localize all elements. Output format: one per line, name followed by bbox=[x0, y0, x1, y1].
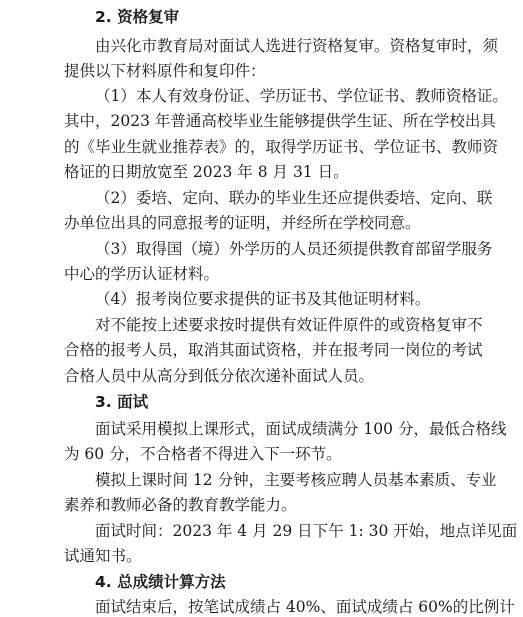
paragraph-line: 合格的报考人员，取消其面试资格，并在报考同一岗位的考试 bbox=[64, 341, 483, 359]
list-item-line: （4）报考岗位要求提供的证书及其他证明材料。 bbox=[95, 290, 431, 308]
list-item-line: （1）本人有效身份证、学历证书、学位证书、教师资格证。 bbox=[95, 87, 508, 105]
paragraph-line: 对不能按上述要求按时提供有效证件原件的或资格复审不 bbox=[95, 316, 483, 334]
paragraph-line: 为 60 分，不合格者不得进入下一环节。 bbox=[64, 445, 342, 463]
paragraph-line: 试通知书。 bbox=[64, 547, 142, 565]
paragraph-line: 办单位出具的同意报考的证明，并经所在学校同意。 bbox=[64, 214, 421, 232]
paragraph-line: 面试时间：2023 年 4 月 29 日下午 1: 30 开始，地点详见面 bbox=[95, 522, 518, 540]
section-heading-qualification-review: 2. 资格复审 bbox=[95, 8, 180, 26]
paragraph-line: 格证的日期放宽至 2023 年 8 月 31 日。 bbox=[64, 163, 349, 181]
paragraph-line: 模拟上课时间 12 分钟，主要考核应聘人员基本素质、专业 bbox=[95, 471, 497, 489]
paragraph-line: 面试采用模拟上课形式，面试成绩满分 100 分，最低合格线 bbox=[95, 420, 507, 438]
paragraph-line: 提供以下材料原件和复印件： bbox=[64, 62, 266, 80]
paragraph-line: 合格人员中从高分到低分依次递补面试人员。 bbox=[64, 367, 375, 385]
paragraph-line: 中心的学历认证材料。 bbox=[64, 265, 220, 283]
paragraph-line: 素养和教师必备的教育教学能力。 bbox=[64, 496, 297, 514]
paragraph-line: 面试结束后，按笔试成绩占 40%、面试成绩占 60%的比例计 bbox=[95, 598, 515, 616]
paragraph-line: 由兴化市教育局对面试人选进行资格复审。资格复审时，须 bbox=[95, 37, 499, 55]
list-item-line: （3）取得国（境）外学历的人员还须提供教育部留学服务 bbox=[95, 240, 493, 258]
list-item-line: （2）委培、定向、联办的毕业生还应提供委培、定向、联 bbox=[95, 189, 493, 207]
paragraph-line: 其中，2023 年普通高校毕业生能够提供学生证、所在学校出具 bbox=[64, 112, 496, 130]
section-heading-interview: 3. 面试 bbox=[95, 393, 149, 411]
section-heading-total-score: 4. 总成绩计算方法 bbox=[95, 573, 226, 591]
paragraph-line: 的《毕业生就业推荐表》的，取得学历证书、学位证书、教师资 bbox=[64, 138, 499, 156]
